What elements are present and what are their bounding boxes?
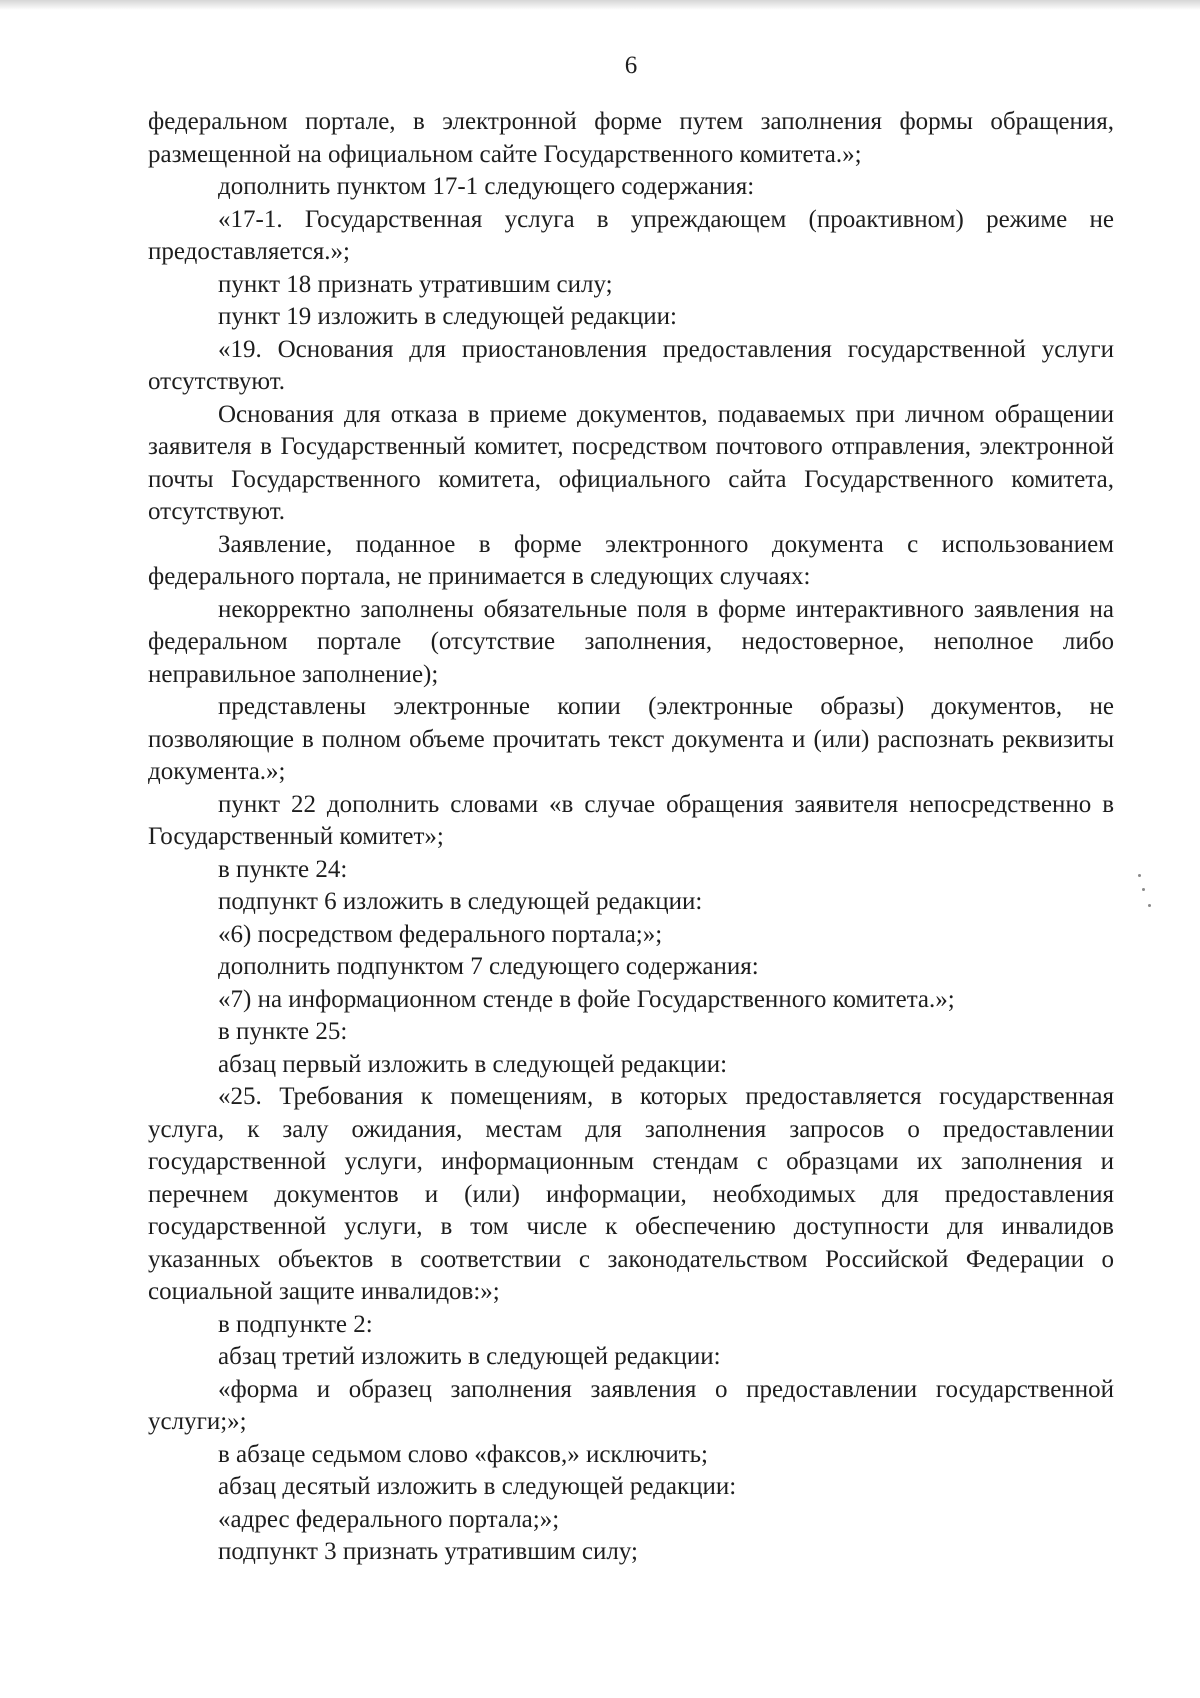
paragraph: дополнить подпунктом 7 следующего содержания:	[218, 953, 759, 980]
paragraph: Основания для отказа в приеме документов, подаваемых при личном обращении заявителя в Государственный комитет, посредством почтового отправления, электронной почты Государственного комитета, официального сайта Государственного комитета, отсутствуют.	[148, 400, 1114, 525]
paragraph: в пункте 25:	[218, 1018, 348, 1045]
paragraph: «7) на информационном стенде в фойе Государственного комитета.»;	[218, 985, 955, 1013]
paragraph: пункт 19 изложить в следующей редакции:	[218, 303, 677, 330]
scan-speck	[1142, 888, 1145, 891]
paragraph: дополнить пунктом 17-1 следующего содержания:	[218, 173, 755, 200]
paragraph: в абзаце седьмом слово «факсов,» исключить;	[218, 1440, 708, 1468]
page-number: 6	[624, 52, 638, 79]
paragraph: федеральном портале, в электронной форме путем заполнения формы обращения, размещенной на официальном сайте Государственного комитета.»;	[148, 108, 1114, 168]
paragraph: пункт 22 дополнить словами «в случае обращения заявителя непосредственно в Государственный комитет»;	[148, 790, 1114, 850]
paragraph: абзац третий изложить в следующей редакции:	[218, 1343, 721, 1370]
paragraph: некорректно заполнены обязательные поля в форме интерактивного заявления на федеральном портале (отсутствие заполнения, недостоверное, неполное либо неправильное заполнение);	[148, 595, 1114, 688]
scan-top-edge	[0, 0, 1200, 10]
paragraph: абзац десятый изложить в следующей редакции:	[218, 1473, 737, 1500]
paragraph: «адрес федерального портала;»;	[218, 1505, 560, 1533]
paragraph: в пункте 24:	[218, 855, 348, 883]
paragraph: «19. Основания для приостановления предоставления государственной услуги отсутствуют.	[148, 335, 1114, 395]
paragraph: абзац первый изложить в следующей редакции:	[218, 1050, 728, 1078]
paragraph: «25. Требования к помещениям, в которых предоставляется государственная услуга, к залу ожидания, местам для заполнения запросов о предоставлении государственной услуги, информационным стендам с образцами их заполнения и перечнем документов и (или) информации, необходимых для предоставления государственной услуги, в том числе к обеспечению доступности для инвалидов указанных объектов в соответствии с законодательством Российской Федерации о социальной защите инвалидов:»;	[148, 1083, 1114, 1305]
paragraph: «17-1. Государственная услуга в упреждающем (проактивном) режиме не предоставляется.»;	[148, 205, 1114, 265]
paragraph: «6) посредством федерального портала;»;	[218, 920, 663, 948]
paragraph: подпункт 6 изложить в следующей редакции:	[218, 888, 703, 915]
paragraph: Заявление, поданное в форме электронного документа с использованием федерального портала, не принимается в следующих случаях:	[148, 530, 1114, 590]
paragraph: «форма и образец заполнения заявления о предоставлении государственной услуги;»;	[148, 1375, 1114, 1435]
document-body	[148, 106, 1114, 1569]
paragraph: пункт 18 признать утратившим силу;	[218, 270, 613, 298]
scan-speck	[1138, 874, 1141, 877]
paragraph: представлены электронные копии (электронные образы) документов, не позволяющие в полном объеме прочитать текст документа и (или) распознать реквизиты документа.»;	[148, 693, 1114, 785]
paragraph: в подпункте 2:	[218, 1310, 373, 1338]
scan-speck	[1148, 904, 1151, 907]
paragraph: подпункт 3 признать утратившим силу;	[218, 1538, 638, 1565]
